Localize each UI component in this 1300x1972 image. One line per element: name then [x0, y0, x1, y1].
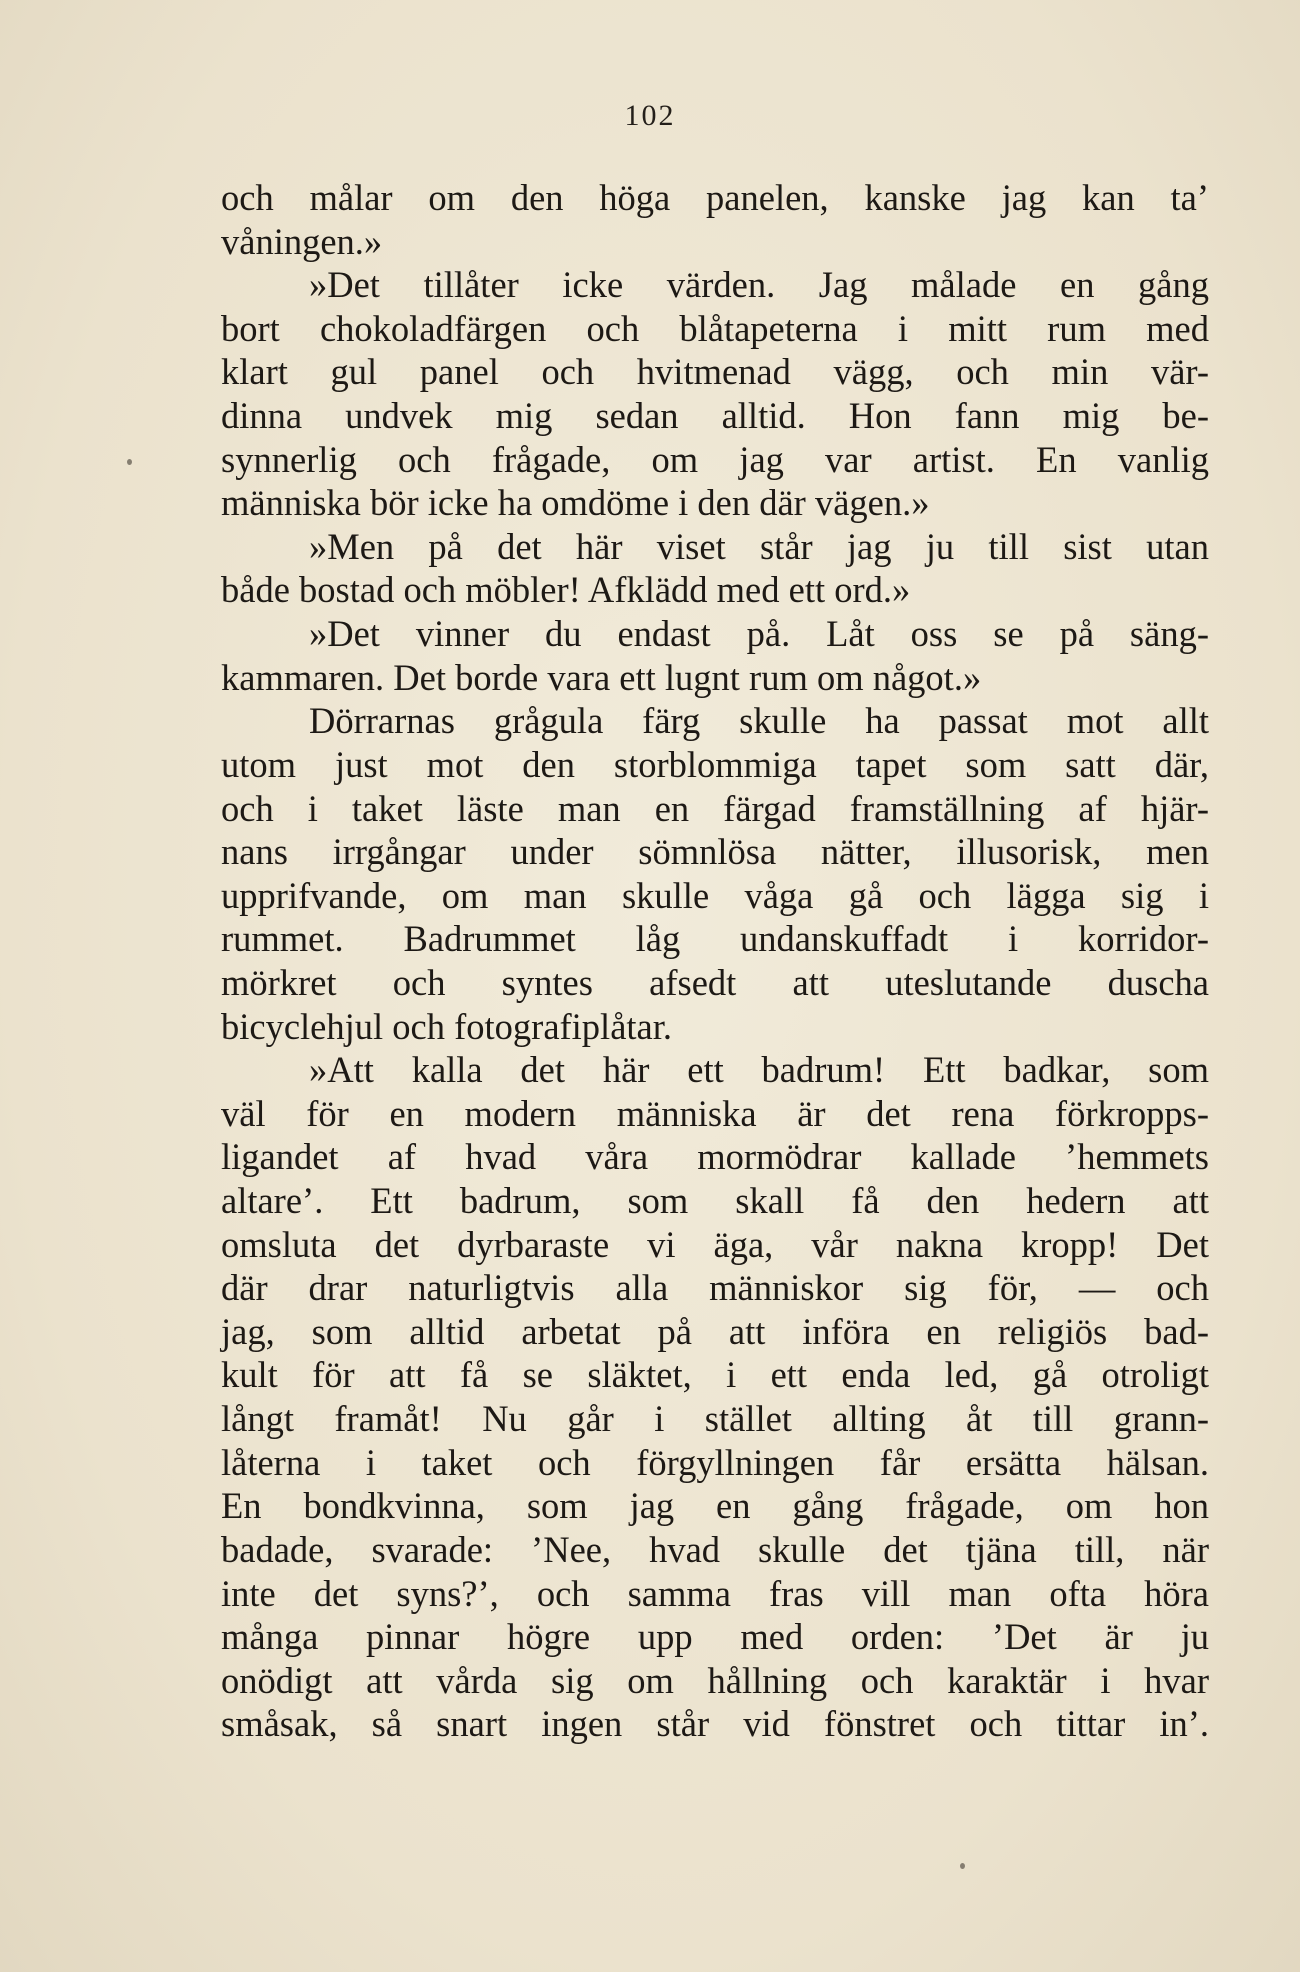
paper-speck: [960, 1863, 965, 1869]
text-line: kammaren. Det borde vara ett lugnt rum om något.»: [221, 656, 982, 698]
text-line: synnerlig och frågade, om jag var artist. En vanlig: [221, 438, 1209, 480]
text-line: kult för att få se släktet, i ett enda led, gå otroligt: [221, 1354, 1209, 1396]
paper-speck: [127, 459, 132, 465]
text-line: upprifvande, om man skulle våga gå och lägga sig i: [221, 874, 1209, 916]
page-number: 102: [624, 99, 676, 132]
text-line: bort chokoladfärgen och blåtapeterna i mitt rum med: [221, 307, 1209, 349]
text-line: omsluta det dyrbaraste vi äga, vår nakna kropp! Det: [221, 1223, 1209, 1265]
text-line: nans irrgångar under sömnlösa nätter, illusorisk, men: [221, 831, 1209, 873]
text-line: badade, svarade: ’Nee, hvad skulle det tjäna till, när: [221, 1528, 1209, 1570]
text-line: altare’. Ett badrum, som skall få den hedern att: [221, 1180, 1209, 1222]
text-line: En bondkvinna, som jag en gång frågade, om hon: [221, 1485, 1209, 1527]
text-line: ligandet af hvad våra mormödrar kallade ’hemmets: [221, 1136, 1209, 1178]
text-line: där drar naturligtvis alla människor sig för, — och: [221, 1267, 1209, 1309]
text-line: Dörrarnas grågula färg skulle ha passat mot allt: [309, 700, 1209, 742]
text-line: och målar om den höga panelen, kanske jag kan ta’: [221, 177, 1209, 218]
text-line: långt framåt! Nu går i stället allting åt till grann-: [221, 1398, 1209, 1440]
text-line: rummet. Badrummet låg undanskuffadt i korridor-: [221, 918, 1209, 960]
body-text: [221, 176, 1209, 1746]
text-line: dinna undvek mig sedan alltid. Hon fann mig be-: [221, 395, 1209, 437]
text-line: jag, som alltid arbetat på att införa en religiös bad-: [221, 1310, 1209, 1352]
text-line: våningen.»: [221, 220, 383, 262]
text-line: klart gul panel och hvitmenad vägg, och min vär-: [221, 351, 1209, 393]
text-line: inte det syns?’, och samma fras vill man ofta höra: [221, 1572, 1209, 1614]
text-line: mörkret och syntes afsedt att uteslutande duscha: [221, 961, 1209, 1003]
text-line: låterna i taket och förgyllningen får ersätta hälsan.: [221, 1441, 1209, 1483]
text-line: människa bör icke ha omdöme i den där vägen.»: [221, 482, 930, 524]
text-line: småsak, så snart ingen står vid fönstret och tittar in’.: [221, 1703, 1209, 1745]
text-line: »Att kalla det här ett badrum! Ett badkar, som: [309, 1049, 1209, 1091]
text-line: »Det vinner du endast på. Låt oss se på säng-: [309, 613, 1209, 655]
text-line: »Men på det här viset står jag ju till sist utan: [309, 525, 1209, 567]
text-line: utom just mot den storblommiga tapet som satt där,: [221, 743, 1209, 785]
text-line: »Det tillåter icke värden. Jag målade en gång: [309, 264, 1209, 306]
text-line: onödigt att vårda sig om hållning och karaktär i hvar: [221, 1659, 1209, 1701]
text-line: väl för en modern människa är det rena förkropps-: [221, 1092, 1209, 1134]
text-line: bicyclehjul och fotografiplåtar.: [221, 1005, 673, 1047]
text-line: många pinnar högre upp med orden: ’Det är ju: [221, 1616, 1209, 1658]
text-line: och i taket läste man en färgad framställning af hjär-: [221, 787, 1209, 829]
text-line: både bostad och möbler! Afklädd med ett ord.»: [221, 569, 911, 611]
